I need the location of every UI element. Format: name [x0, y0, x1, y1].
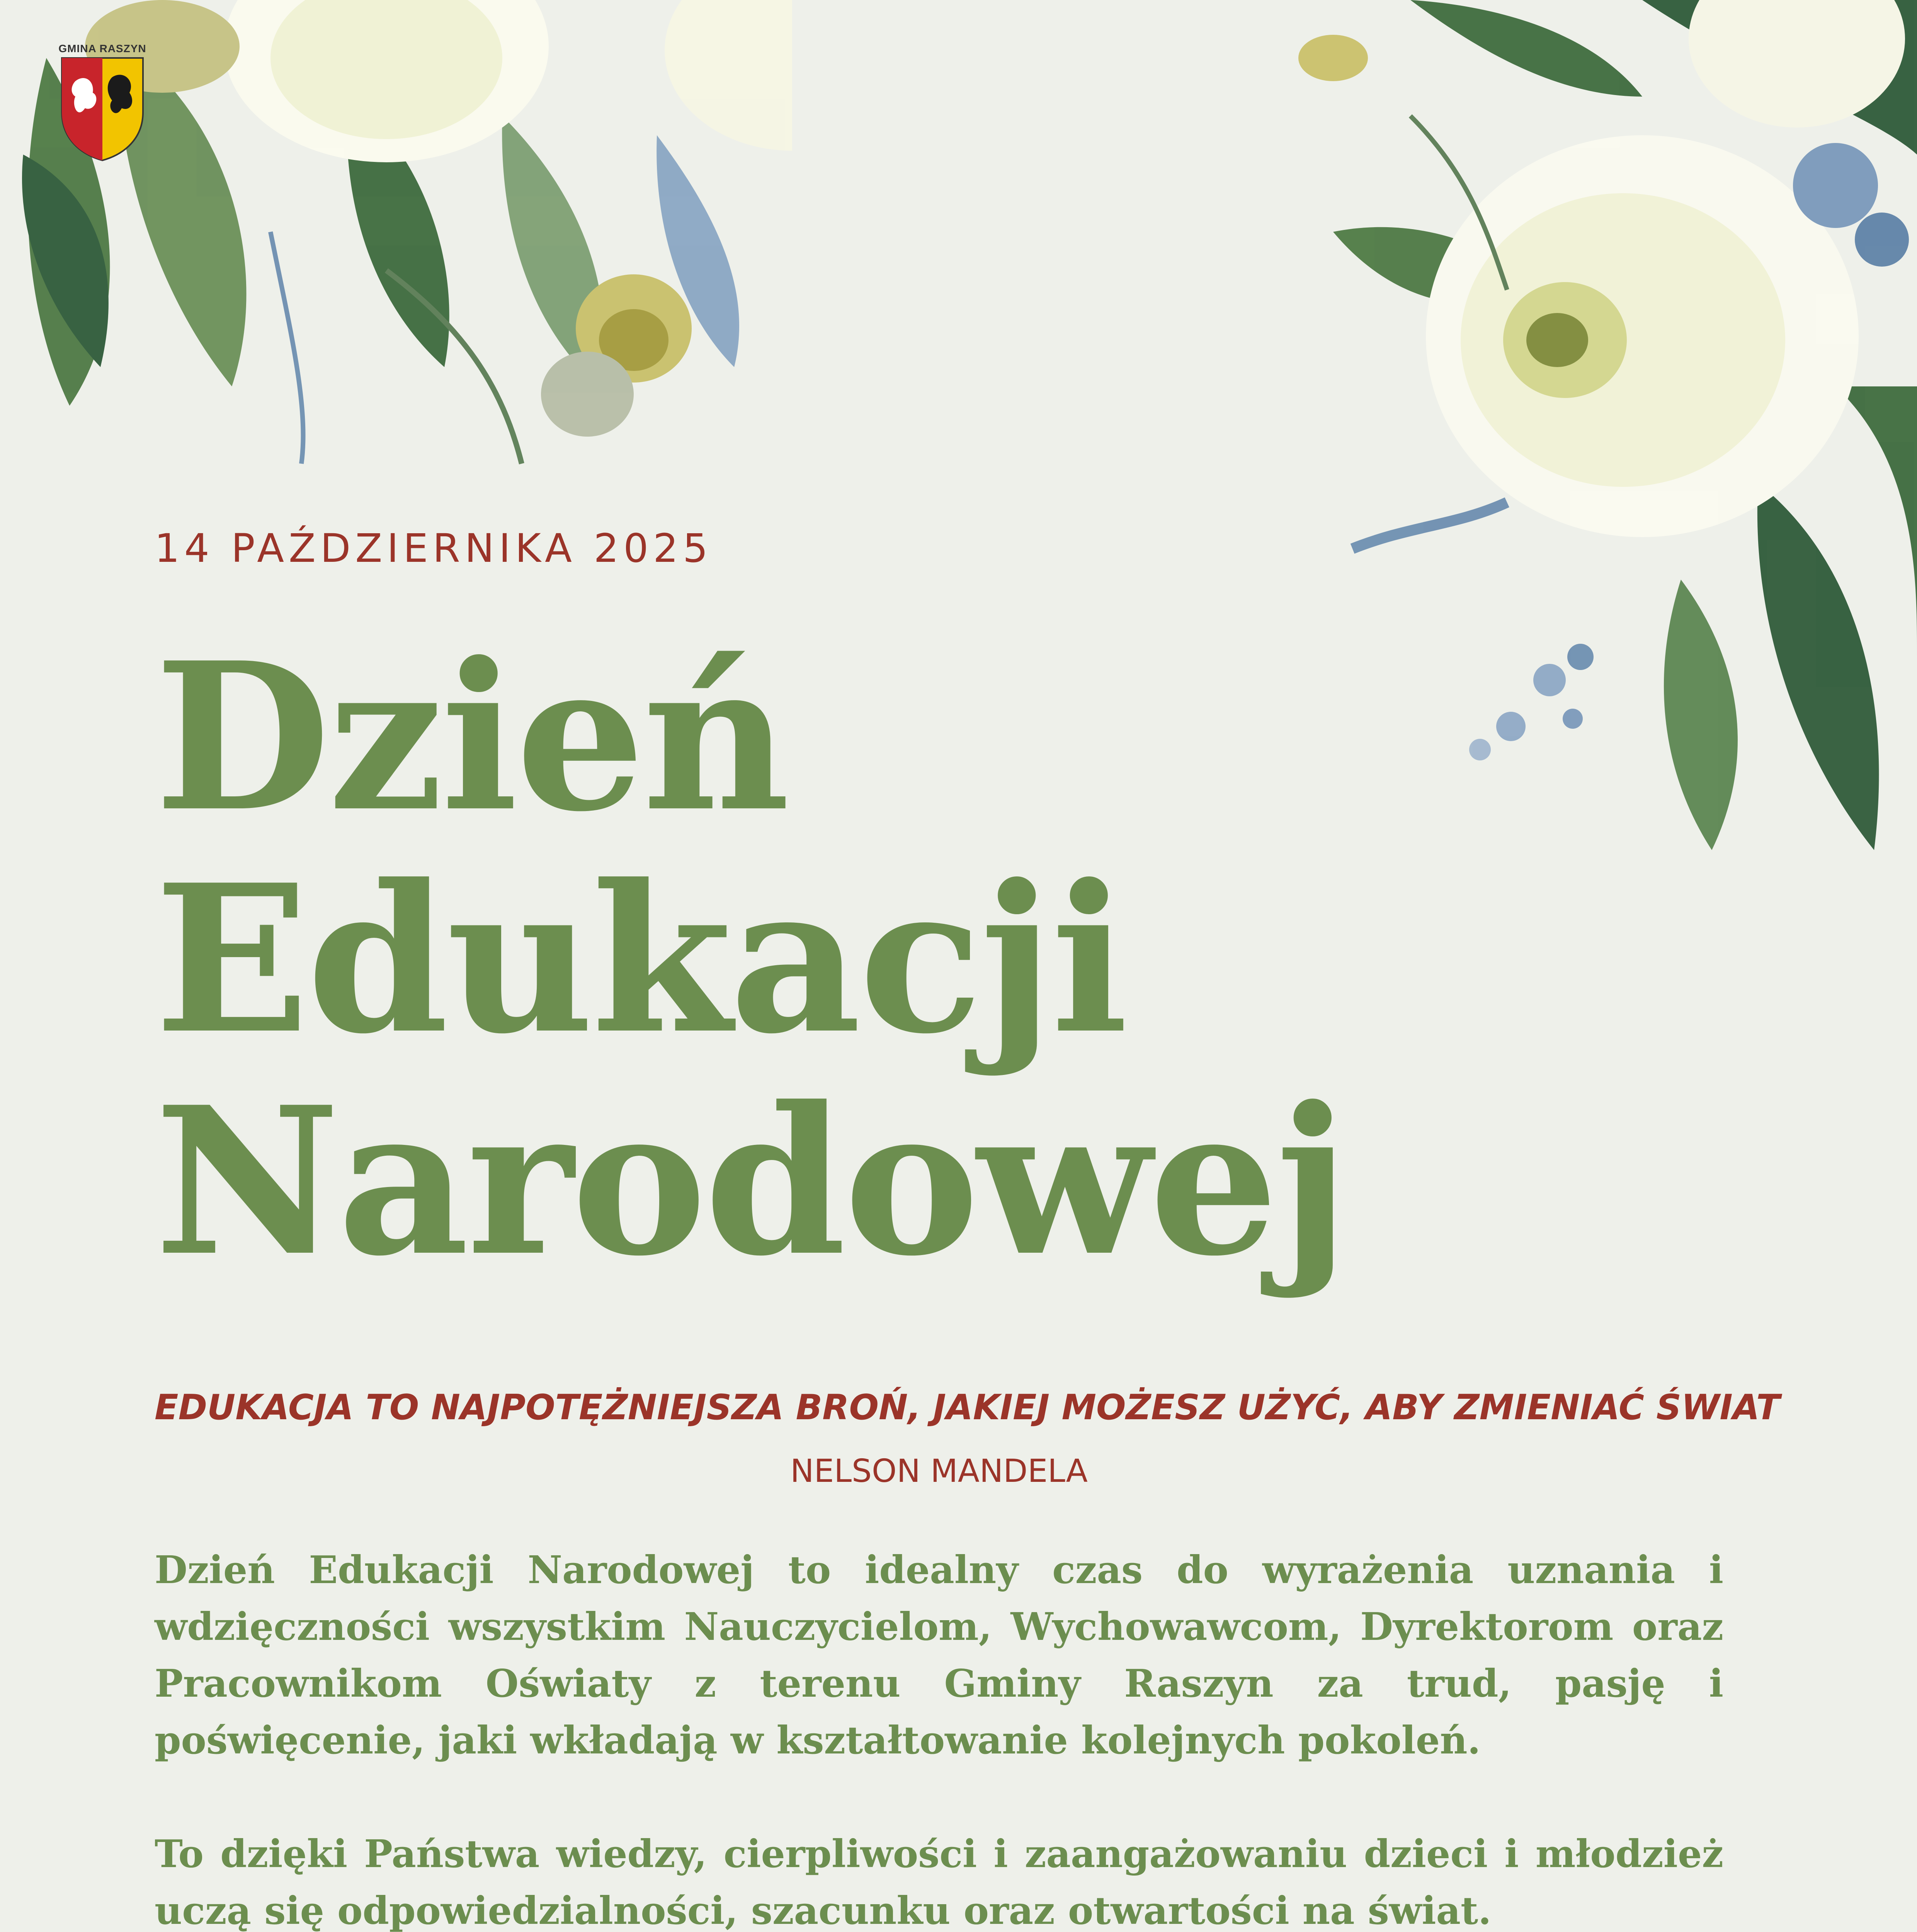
title-line-2: Edukacji: [155, 840, 1126, 1078]
event-date: 14 PAŹDZIERNIKA 2025: [155, 526, 713, 571]
body-paragraph: Dzień Edukacji Narodowej to idealny czas do wyrażenia uznania i wdzięczności wszystkim Nauczycielom, Wychowawcom, Dyrektorom oraz Pracownikom Oświaty z terenu Gminy Raszyn za trud, pasję i poświęcenie, jaki wkładają w kształtowanie kolejnych pokoleń.: [155, 1548, 1723, 1763]
title-line-3: Narodowej: [155, 1062, 1347, 1301]
logo-caption: GMINA RASZYN: [58, 43, 146, 54]
body-paragraph: To dzięki Państwa wiedzy, cierpliwości i zaangażowaniu dzieci i młodzież uczą się odpowiedzialności, szacunku oraz otwartości na świat.: [155, 1832, 1723, 1932]
greeting-body: [155, 1542, 1723, 1932]
quote-text: EDUKACJA TO NAJPOTĘŻNIEJSZA BROŃ, JAKIEJ MOŻESZ UŻYĆ, ABY ZMIENIAĆ ŚWIAT: [155, 1387, 1780, 1428]
title-line-1: Dzień: [155, 618, 788, 856]
coat-of-arms-icon: [58, 46, 147, 162]
page-title: [155, 618, 1347, 1301]
quote-author: NELSON MANDELA: [790, 1453, 1088, 1490]
